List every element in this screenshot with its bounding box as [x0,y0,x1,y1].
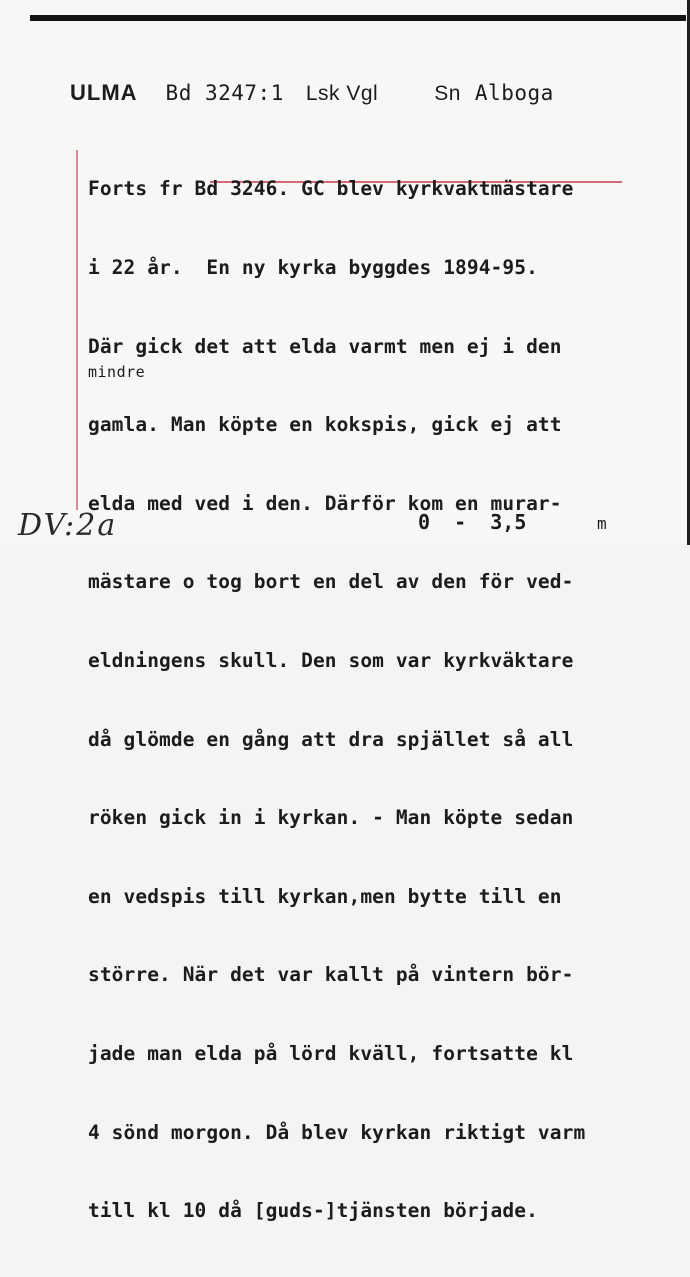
text-line: elda med ved i den. Därför kom en murar- [88,491,562,515]
text-line: då glömde en gång att dra spjället så all [88,727,574,751]
text-line: gamla. Man köpte en kokspis, gick ej att [88,413,562,437]
archive-name: ULMA [70,80,138,105]
interlinear-insertion: mindre [88,363,146,381]
text-line: Forts fr Bd 3246. GC blev kyrkvaktmästare [88,177,574,201]
typed-text-body [88,124,585,1277]
red-margin-line [76,150,78,510]
text-line: röken gick in i kyrkan. - Man köpte sedan [88,806,574,830]
text-line: Där gick det att elda varmt men ej i den [88,334,562,358]
text-line: 4 sönd morgon. Då blev kyrkan riktigt varm [88,1120,586,1144]
top-border-rule [30,15,686,21]
text-line: jade man elda på lörd kväll, fortsatte kl [88,1041,574,1065]
handwritten-classification-code: DV:2a [18,508,118,543]
parish-name: Alboga [474,81,554,105]
record-number: Bd 3247:1 [165,81,284,105]
parish-label: Sn [434,82,461,105]
depth-range: 0 - 3,5 [418,510,527,534]
region-code: Lsk Vgl [305,82,379,105]
text-line: mästare o tog bort en del av den för ved- [88,570,574,594]
text-line: större. När det var kallt på vintern bör- [88,963,574,987]
text-line: i 22 år. En ny kyrka byggdes 1894-95. [88,256,538,279]
card-header [70,80,554,106]
text-line: eldningens skull. Den som var kyrkväktare [88,648,574,672]
text-line: en vedspis till kyrkan,men bytte till en [88,884,562,908]
depth-unit: m [597,514,607,533]
text-line: till kl 10 då [guds-]tjänsten började. [88,1199,538,1223]
